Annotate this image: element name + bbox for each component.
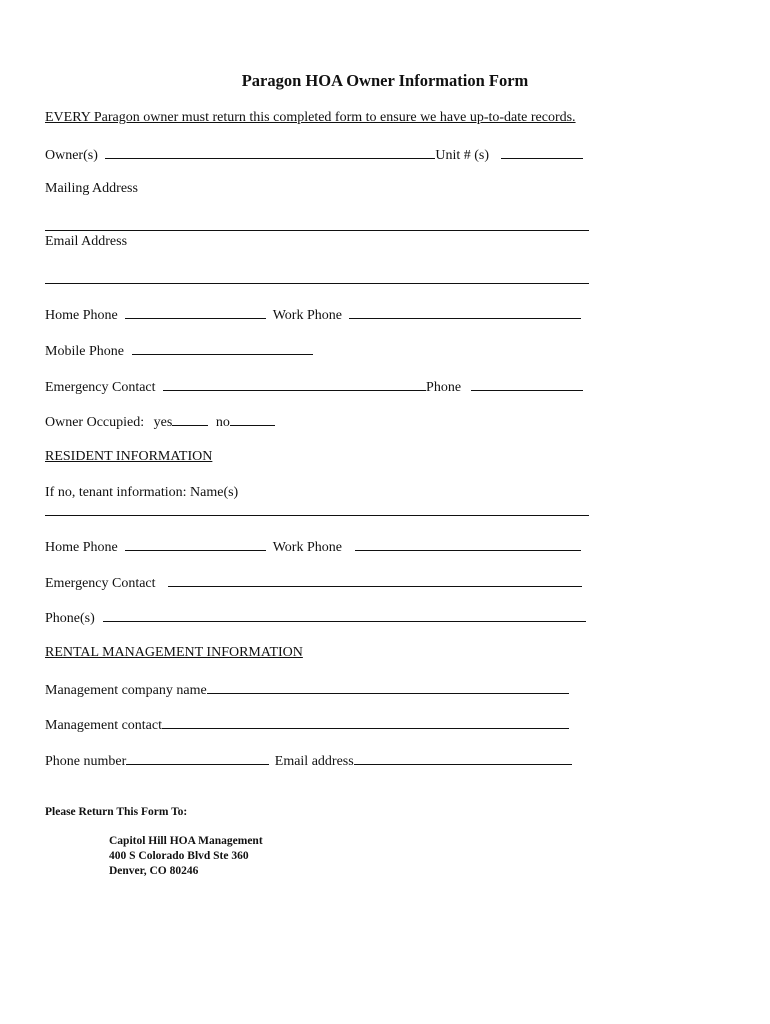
- resident-work-phone-label: Work Phone: [272, 540, 342, 555]
- contact-field[interactable]: [162, 715, 569, 729]
- resident-home-phone-label: Home Phone: [45, 540, 118, 555]
- address-line: 400 S Colorado Blvd Ste 360: [109, 850, 249, 862]
- work-phone-field[interactable]: [349, 305, 581, 319]
- home-phone-label: Home Phone: [45, 308, 118, 323]
- mobile-phone-label: Mobile Phone: [45, 344, 124, 359]
- unit-label: Unit # (s): [435, 148, 490, 163]
- emergency-label: Emergency Contact: [45, 380, 156, 395]
- mailing-label: Mailing Address: [45, 181, 138, 196]
- contact-row: [45, 715, 569, 735]
- form-intro: EVERY Paragon owner must return this completed form to ensure we have up-to-date records.: [45, 110, 576, 125]
- resident-phones-row: [45, 608, 586, 628]
- resident-phone-row: [45, 537, 581, 557]
- yes-field[interactable]: [172, 412, 208, 426]
- email-field[interactable]: [45, 283, 589, 284]
- owner-phone-row: [45, 305, 581, 325]
- return-heading: Please Return This Form To:: [45, 806, 188, 818]
- resident-emergency-row: [45, 573, 582, 593]
- owner-label: Owner(s): [45, 148, 98, 163]
- emergency-phone-field[interactable]: [471, 377, 583, 391]
- return-address: [109, 834, 263, 879]
- address-line: Denver, CO 80246: [109, 865, 199, 877]
- resident-phones-field[interactable]: [103, 608, 586, 622]
- mobile-phone-field[interactable]: [132, 341, 313, 355]
- tenant-field[interactable]: [45, 515, 589, 516]
- rental-email-label: Email address: [274, 754, 354, 769]
- address-line: Capitol Hill HOA Management: [109, 835, 263, 847]
- tenant-label: If no, tenant information: Name(s): [45, 485, 239, 500]
- owner-field[interactable]: [105, 145, 435, 159]
- rental-heading: RENTAL MANAGEMENT INFORMATION: [45, 645, 303, 660]
- contact-label: Management contact: [45, 718, 163, 733]
- company-field[interactable]: [207, 680, 569, 694]
- work-phone-label: Work Phone: [272, 308, 342, 323]
- owner-occupied-label: Owner Occupied:: [45, 415, 145, 430]
- resident-emergency-label: Emergency Contact: [45, 576, 156, 591]
- rental-phone-field[interactable]: [126, 751, 269, 765]
- rental-email-field[interactable]: [354, 751, 572, 765]
- company-row: [45, 680, 569, 700]
- resident-phones-label: Phone(s): [45, 611, 95, 626]
- emergency-row: [45, 377, 583, 397]
- company-label: Management company name: [45, 683, 207, 698]
- resident-heading: RESIDENT INFORMATION: [45, 449, 213, 464]
- mailing-field[interactable]: [45, 230, 589, 231]
- no-label: no: [215, 415, 230, 430]
- home-phone-field[interactable]: [125, 305, 266, 319]
- emergency-phone-label: Phone: [426, 380, 462, 395]
- yes-label: yes: [153, 415, 173, 430]
- owner-row: [45, 145, 583, 165]
- resident-home-phone-field[interactable]: [125, 537, 266, 551]
- rental-phone-row: [45, 751, 572, 771]
- owner-occupied-row: [45, 412, 275, 432]
- unit-field[interactable]: [501, 145, 583, 159]
- mobile-row: [45, 341, 313, 361]
- no-field[interactable]: [230, 412, 275, 426]
- emergency-field[interactable]: [163, 377, 426, 391]
- email-label: Email Address: [45, 234, 128, 249]
- resident-work-phone-field[interactable]: [355, 537, 581, 551]
- resident-emergency-field[interactable]: [168, 573, 582, 587]
- rental-phone-label: Phone number: [45, 754, 127, 769]
- form-title: Paragon HOA Owner Information Form: [241, 71, 529, 90]
